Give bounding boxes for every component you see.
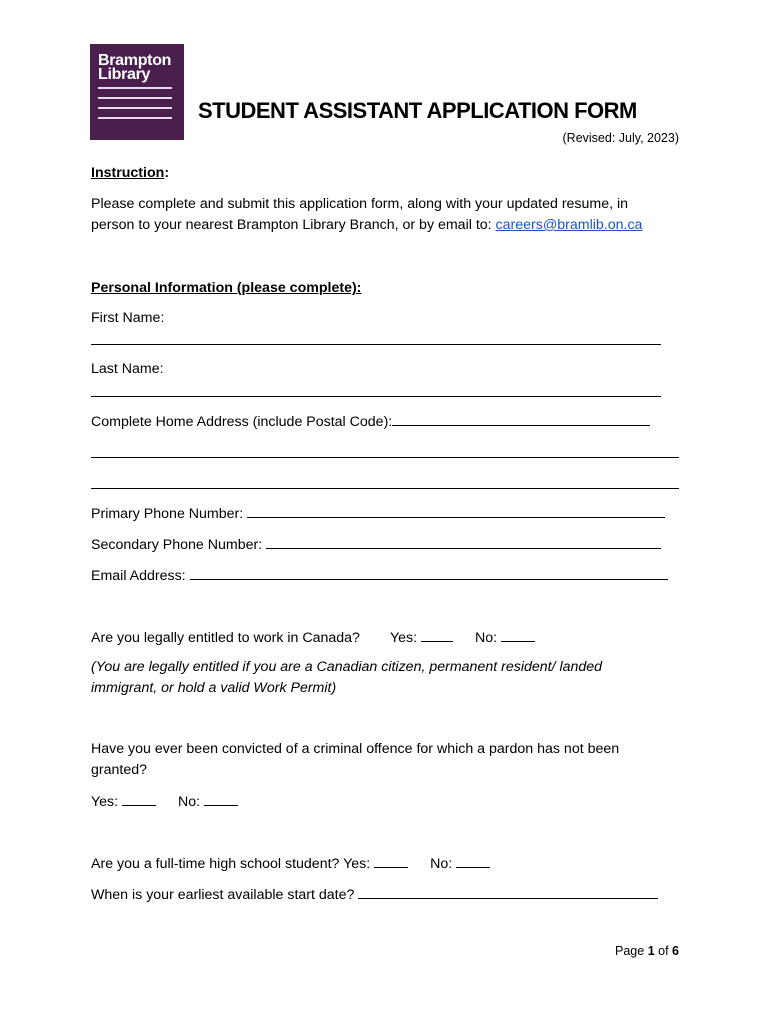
work-canada-note-line-2: immigrant, or hold a valid Work Permit) <box>91 680 337 696</box>
logo-rule <box>98 97 172 99</box>
start-date-label: When is your earliest available start date? <box>91 887 355 903</box>
instruction-text-line-1: Please complete and submit this application form, along with your updated resume, in <box>91 196 629 212</box>
first-name-field[interactable] <box>91 344 661 345</box>
high-school-question <box>91 853 490 875</box>
work-canada-yes-field[interactable] <box>421 627 453 642</box>
address-field-line-3[interactable] <box>91 488 679 489</box>
high-school-yes-field[interactable] <box>374 853 408 868</box>
brampton-library-logo <box>90 44 184 140</box>
primary-phone-field[interactable] <box>247 503 665 518</box>
criminal-no-label: No: <box>178 794 201 810</box>
work-canada-note-line-1: (You are legally entitled if you are a Canadian citizen, permanent resident/ landed <box>91 659 603 675</box>
start-date-row <box>91 884 658 906</box>
criminal-yes-field[interactable] <box>122 791 156 806</box>
address-field[interactable] <box>392 411 650 426</box>
criminal-question-line-2: granted? <box>91 762 148 778</box>
last-name-label: Last Name: <box>91 361 164 377</box>
careers-email-link[interactable]: careers@bramlib.on.ca <box>495 217 643 233</box>
work-canada-no-field[interactable] <box>501 627 535 642</box>
address-row <box>91 411 650 433</box>
criminal-question-line-1: Have you ever been convicted of a criminal offence for which a pardon has not been <box>91 741 620 757</box>
page-label: Page <box>615 944 645 958</box>
logo-line-1: Brampton <box>98 52 172 69</box>
high-school-yes-label: Yes: <box>343 856 371 872</box>
instruction-heading-label: Instruction <box>91 165 165 181</box>
logo-rule <box>98 117 172 119</box>
first-name-label: First Name: <box>91 310 165 326</box>
instruction-text-line-2 <box>91 215 642 236</box>
criminal-yes-label: Yes: <box>91 794 119 810</box>
revised-date: (Revised: July, 2023) <box>562 131 679 145</box>
email-row <box>91 565 668 587</box>
of-label: of <box>658 944 669 958</box>
primary-phone-row <box>91 503 665 525</box>
current-page: 1 <box>647 944 655 958</box>
criminal-answer-row <box>91 791 238 813</box>
address-label: Complete Home Address (include Postal Code): <box>91 414 393 430</box>
high-school-no-label: No: <box>430 856 453 872</box>
start-date-field[interactable] <box>358 884 658 899</box>
total-pages: 6 <box>672 944 679 958</box>
primary-phone-label: Primary Phone Number: <box>91 506 244 522</box>
instruction-colon: : <box>164 165 170 181</box>
work-canada-no-label: No: <box>474 630 498 646</box>
high-school-label: Are you a full-time high school student? <box>91 856 340 872</box>
secondary-phone-label: Secondary Phone Number: <box>91 537 263 553</box>
last-name-field[interactable] <box>91 396 661 397</box>
criminal-no-field[interactable] <box>204 791 238 806</box>
instruction-line-2-prefix: person to your nearest Brampton Library Branch, or by email to: <box>91 217 496 233</box>
work-canada-question <box>91 627 535 649</box>
secondary-phone-field[interactable] <box>266 534 661 549</box>
logo-rule <box>98 107 172 109</box>
email-field[interactable] <box>190 565 668 580</box>
address-field-line-2[interactable] <box>91 457 679 458</box>
email-label: Email Address: <box>91 568 186 584</box>
page-number <box>615 944 679 958</box>
personal-info-heading: Personal Information (please complete): <box>91 280 362 296</box>
secondary-phone-row <box>91 534 661 556</box>
high-school-no-field[interactable] <box>456 853 490 868</box>
work-canada-label: Are you legally entitled to work in Canada? <box>91 630 360 646</box>
logo-rule <box>98 87 172 89</box>
work-canada-yes-label: Yes: <box>389 630 418 646</box>
form-title: STUDENT ASSISTANT APPLICATION FORM <box>198 98 637 123</box>
logo-line-2: Library <box>98 66 151 83</box>
instruction-heading <box>91 163 169 184</box>
